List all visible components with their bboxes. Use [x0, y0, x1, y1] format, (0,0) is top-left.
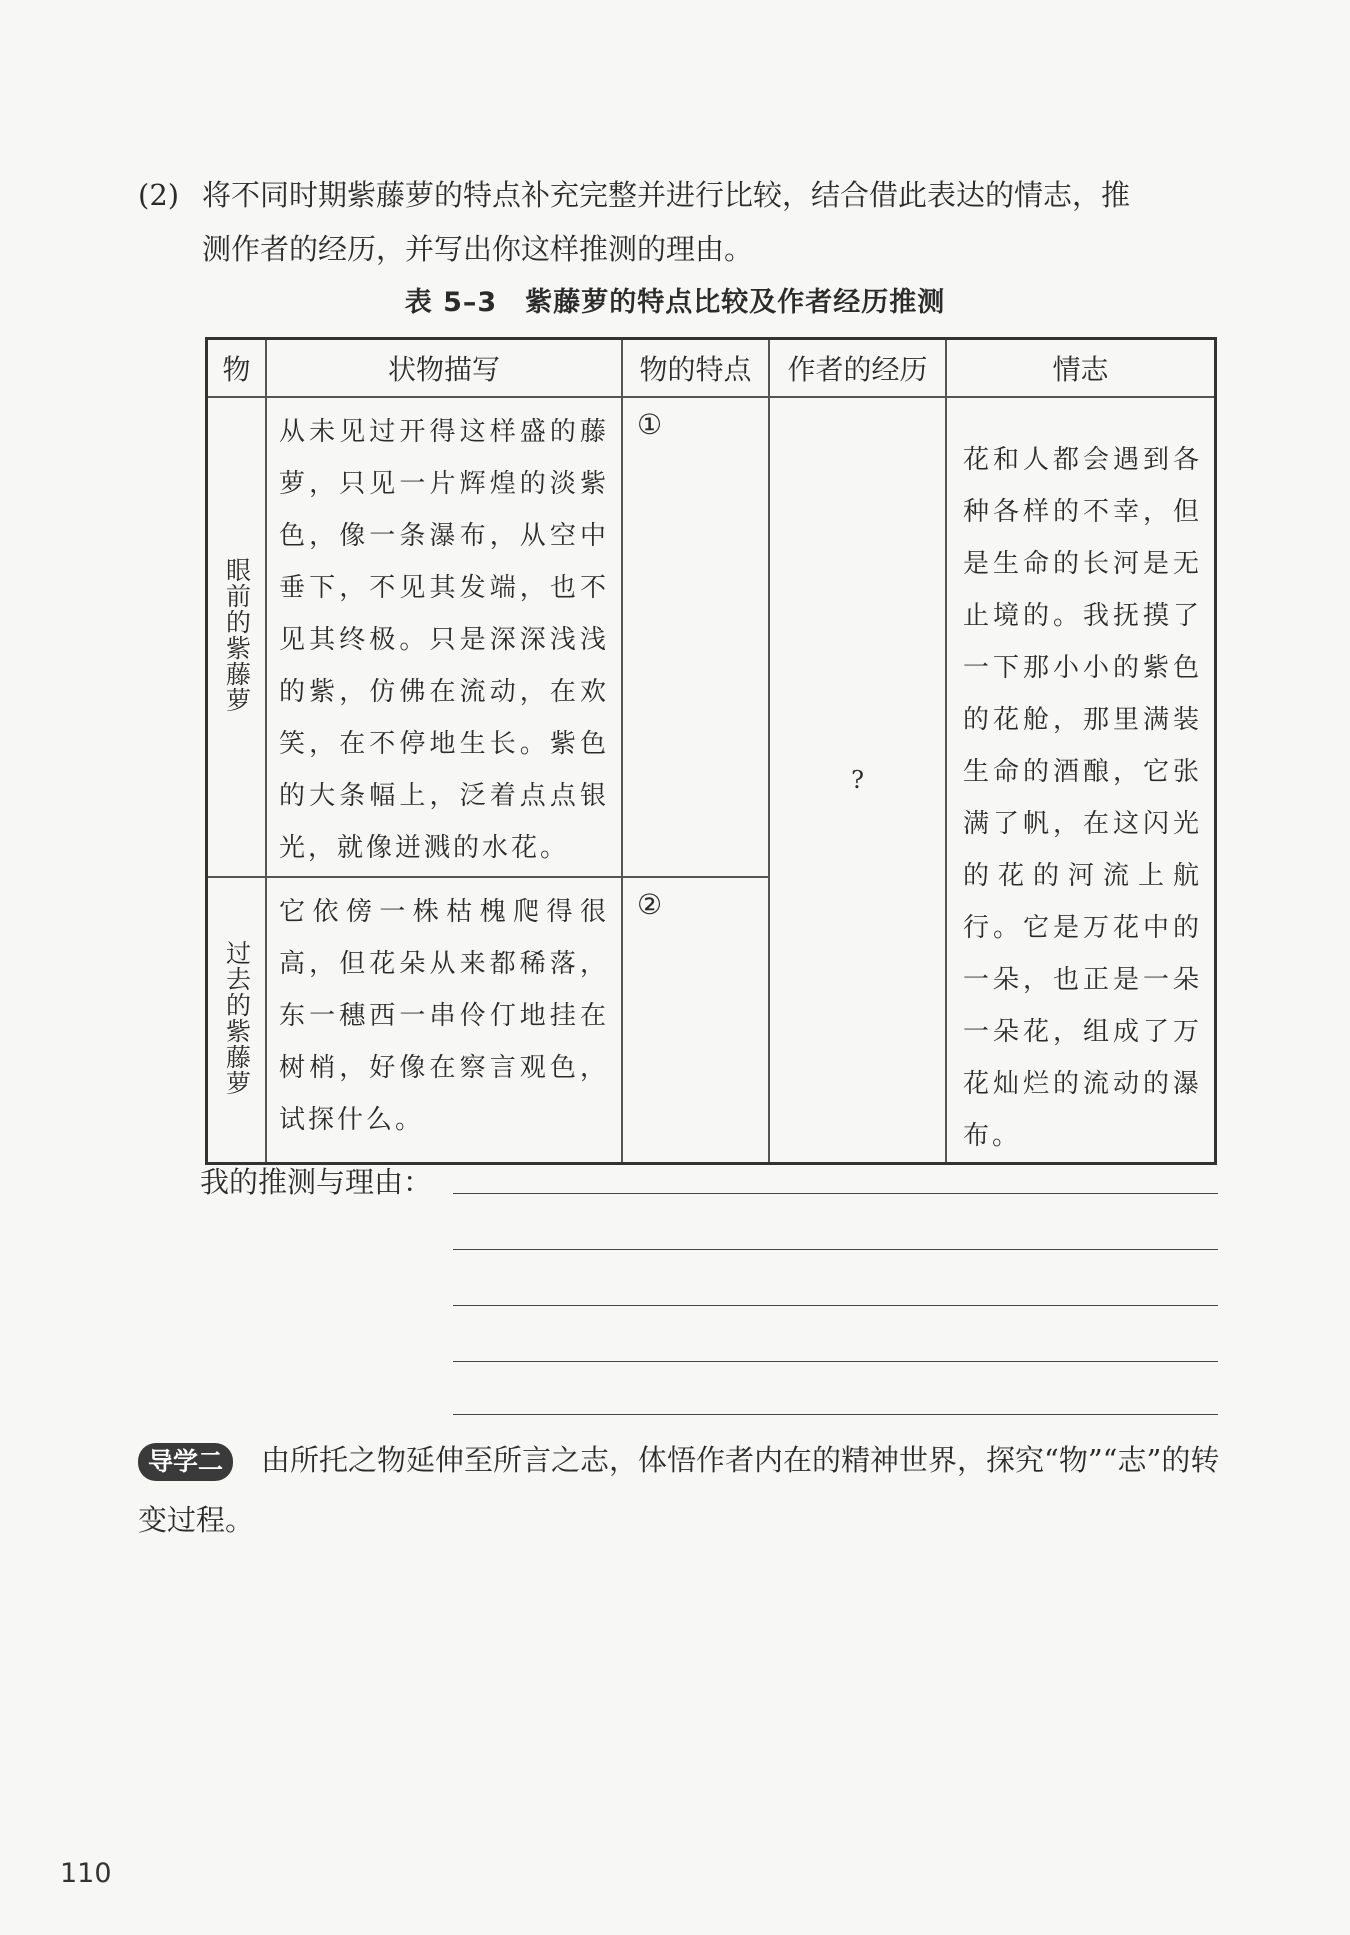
experience-cell[interactable]	[769, 397, 946, 1164]
guide-badge: 导学二	[138, 1443, 233, 1481]
answer-line[interactable]	[453, 1305, 1218, 1306]
row-label-cell	[207, 877, 267, 1164]
guess-label: 我的推测与理由：	[200, 1165, 433, 1199]
description-cell	[266, 397, 622, 877]
question-line-2: 测作者的经历，并写出你这样推测的理由。	[202, 232, 754, 266]
question-2	[138, 168, 1218, 276]
description-present: 从未见过开得这样盛的藤萝，只见一片辉煌的淡紫色，像一条瀑布，从空中垂下，不见其发端，也不见其终极。只是深深浅浅的紫，仿佛在流动，在欢笑，在不停地生长。紫色的大条幅上，泛着点点银光，就像迸溅的水花。	[279, 417, 609, 863]
row-label-present: 眼前的紫藤萝	[222, 557, 252, 713]
answer-line[interactable]	[453, 1193, 1218, 1194]
answer-line[interactable]	[453, 1414, 1218, 1415]
question-number: (2)	[138, 178, 180, 212]
feature-blank-2: ②	[637, 888, 663, 921]
table-title: 表 5–3 紫藤萝的特点比较及作者经历推测	[404, 287, 946, 318]
header-description: 状物描写	[266, 339, 622, 398]
feature-cell[interactable]	[622, 397, 769, 877]
answer-line[interactable]	[453, 1361, 1218, 1362]
experience-blank: ?	[851, 766, 864, 794]
question-line-1: 将不同时期紫藤萝的特点补充完整并进行比较，结合借此表达的情志，推	[202, 178, 1131, 212]
header-wu: 物	[207, 339, 267, 398]
feature-blank-1: ①	[637, 408, 663, 441]
guide-text: 由所托之物延伸至所言之志，体悟作者内在的精神世界，探究“物”“志”的转变过程。	[138, 1443, 1220, 1537]
emotion-cell	[946, 397, 1216, 1164]
header-experience: 作者的经历	[769, 339, 946, 398]
description-past: 它依傍一株枯槐爬得很高，但花朵从来都稀落，东一穗西一串伶仃地挂在树梢，好像在察言观色，试探什么。	[279, 897, 609, 1135]
page-number: 110	[60, 1858, 112, 1889]
header-features: 物的特点	[622, 339, 769, 398]
comparison-table	[205, 337, 1217, 1165]
guide-section	[138, 1430, 1223, 1550]
row-label-past: 过去的紫藤萝	[222, 940, 252, 1096]
table-row-present	[207, 397, 1216, 877]
description-cell	[266, 877, 622, 1164]
emotion-text: 花和人都会遇到各种各样的不幸，但是生命的长河是无止境的。我抚摸了一下那小小的紫色的花舱，那里满装生命的酒酿，它张满了帆，在这闪光的花的河流上航行。它是万花中的一朵，也正是一朵一朵花，组成了万花灿烂的流动的瀑布。	[963, 445, 1202, 1151]
answer-line[interactable]	[453, 1249, 1218, 1250]
header-emotion: 情志	[946, 339, 1216, 398]
row-label-cell	[207, 397, 267, 877]
table-header-row	[207, 339, 1216, 398]
feature-cell[interactable]	[622, 877, 769, 1164]
